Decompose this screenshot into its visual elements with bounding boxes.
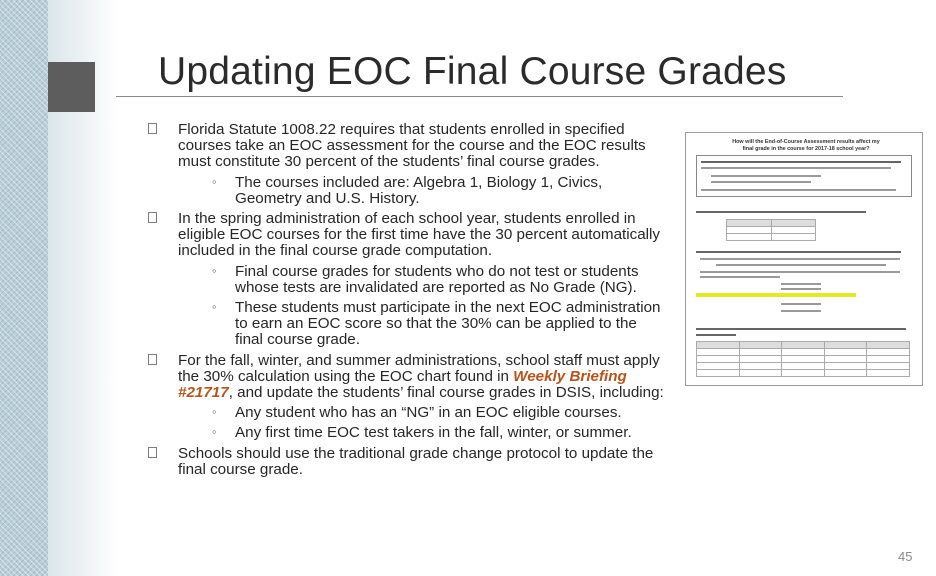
- sub-bullet-text: Any first time EOC test takers in the fall, winter, or summer.: [235, 424, 632, 442]
- bullet-text: Florida Statute 1008.22 requires that students enrolled in specified courses take an EOC assessment for the course and the EOC results must constitute 30 percent of the students’ final course grades.: [178, 121, 646, 171]
- eoc-reference-document-thumbnail: [685, 132, 923, 386]
- sub-bullet-text: The courses included are: Algebra 1, Biology 1, Civics, Geometry and U.S. History.: [235, 173, 603, 207]
- page-number: 45: [898, 549, 913, 564]
- bullet-text-continued: , and update the students’ final course grades in DSIS, including:: [228, 384, 664, 402]
- sub-bullet-item: [178, 300, 668, 349]
- circle-bullet-icon: ◦: [212, 173, 217, 189]
- sub-bullet-item: [178, 405, 668, 421]
- circle-bullet-icon: ◦: [212, 262, 217, 278]
- title-accent-square: [48, 62, 95, 112]
- figure-small-table: [726, 219, 816, 241]
- title-underline: [116, 96, 843, 97]
- sub-bullet-item: [178, 425, 668, 441]
- sub-bullet-text: These students must participate in the next EOC administration to earn an EOC score so that the 30% can be applied to the final course grade.: [235, 299, 661, 349]
- circle-bullet-icon: ◦: [212, 424, 217, 440]
- bullet-item: [148, 353, 668, 442]
- sub-bullet-item: [178, 175, 668, 207]
- sub-bullet-text: Final course grades for students who do not test or students whose tests are invalidated are reported as No Grade (NG).: [235, 262, 639, 296]
- decorative-side-band: [0, 0, 48, 576]
- bullet-text: Schools should use the traditional grade change protocol to update the final course grade.: [178, 444, 654, 478]
- figure-highlight: [696, 293, 856, 297]
- bullet-list: [148, 122, 668, 482]
- figure-grade-table: [696, 341, 910, 377]
- figure-title: How will the End-of-Course Assessment results affect my final grade in the course for 2017-18 school year?: [732, 139, 880, 152]
- square-bullet-icon: [148, 447, 157, 458]
- bullet-item: [148, 122, 668, 207]
- figure-statute-box: [696, 155, 912, 197]
- circle-bullet-icon: ◦: [212, 299, 217, 315]
- bullet-item: [148, 446, 668, 478]
- bullet-text: In the spring administration of each school year, students enrolled in eligible EOC courses for the first time have the 30 percent automatically included in the final course grade computation.: [178, 210, 661, 260]
- bullet-item: [148, 211, 668, 349]
- bullet-text: For the fall, winter, and summer administrations, school staff must apply the 30% calculation using the EOC chart found in: [178, 351, 660, 385]
- slide-title: Updating EOC Final Course Grades: [158, 50, 787, 93]
- circle-bullet-icon: ◦: [212, 404, 217, 420]
- sub-bullet-item: [178, 264, 668, 296]
- weekly-briefing-link[interactable]: Weekly Briefing #21717: [178, 367, 627, 402]
- square-bullet-icon: [148, 123, 157, 134]
- square-bullet-icon: [148, 354, 157, 365]
- sub-bullet-text: Any student who has an “NG” in an EOC eligible courses.: [235, 404, 622, 422]
- square-bullet-icon: [148, 212, 157, 223]
